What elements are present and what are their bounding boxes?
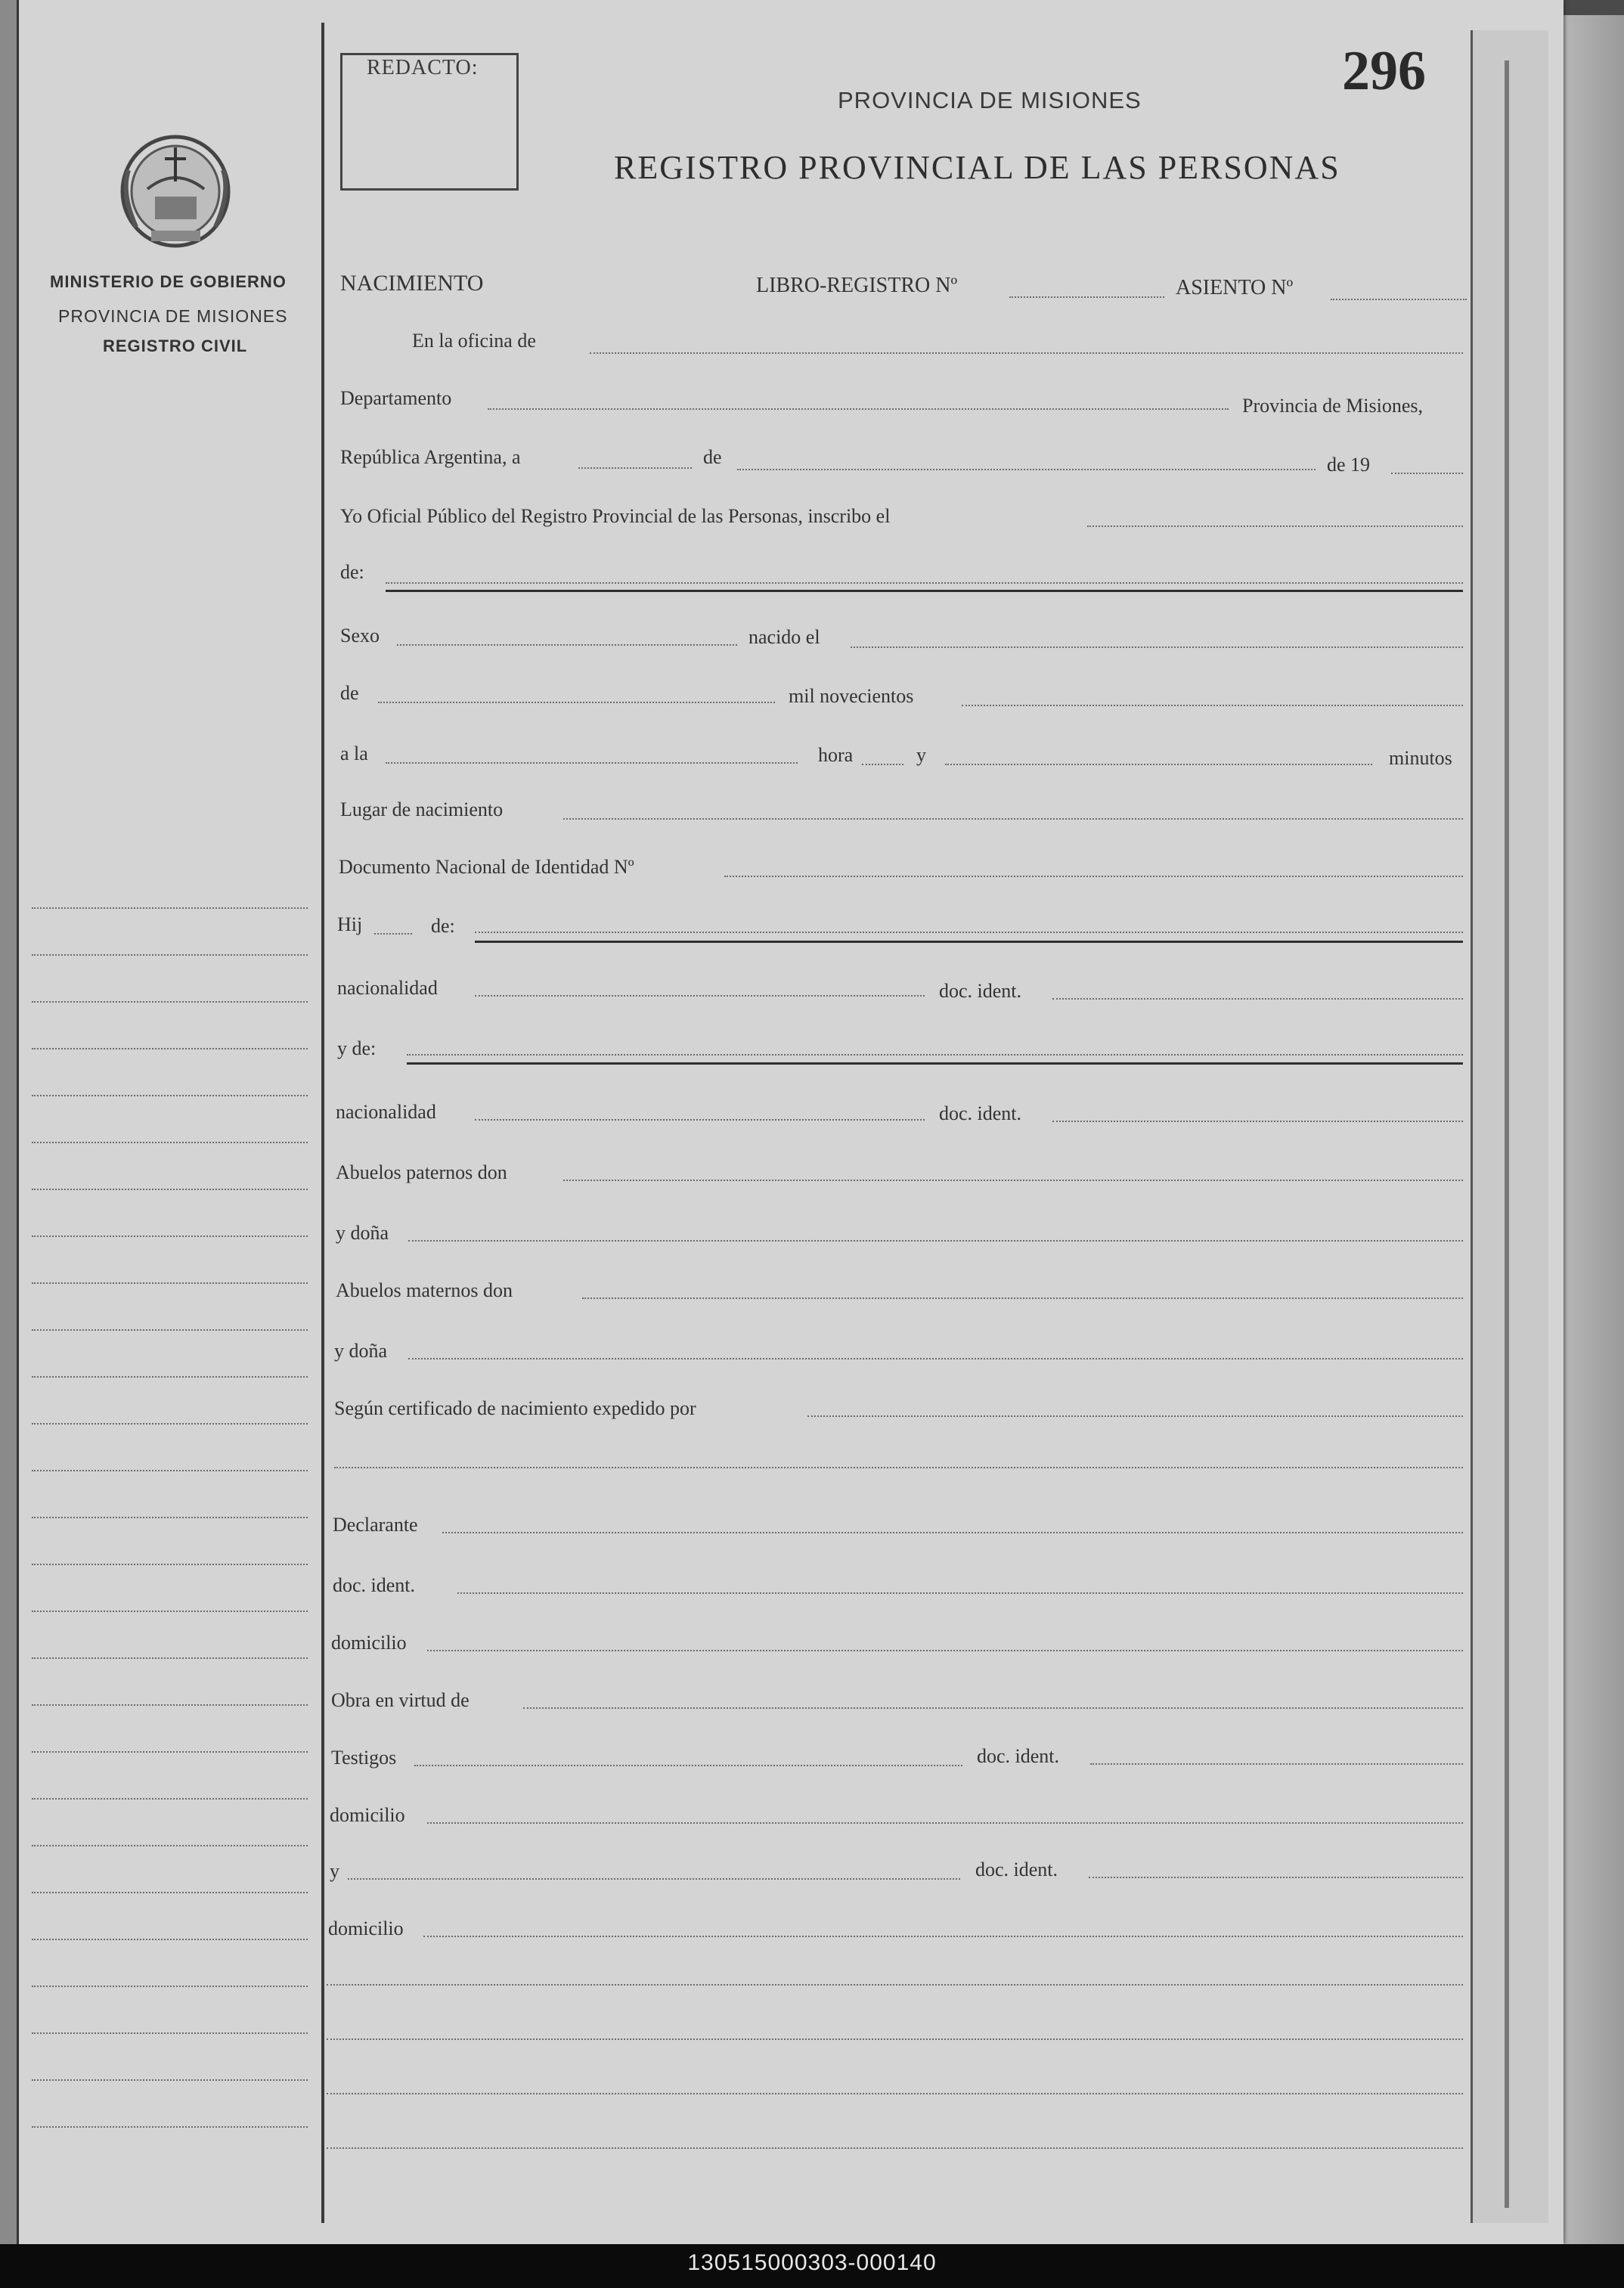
de-label: de (703, 446, 722, 468)
oficial-statement: Yo Oficial Público del Registro Provincial de las Personas, inscribo el (340, 505, 891, 527)
mother-name-field[interactable] (475, 932, 1463, 933)
provincia-label: Provincia de Misiones, (1242, 395, 1424, 417)
page-number: 296 (1342, 40, 1426, 102)
y-dona-label-2: y doña (334, 1340, 388, 1362)
y-dona-label-1: y doña (336, 1222, 389, 1244)
margin-rule (32, 1235, 308, 1237)
hora-label: hora (818, 744, 854, 766)
margin-rule (32, 1564, 308, 1565)
abuelos-maternos-label: Abuelos maternos don (336, 1279, 513, 1301)
margin-rule (32, 954, 308, 956)
certificado-field[interactable] (807, 1415, 1463, 1417)
departamento-label: Departamento (340, 387, 452, 409)
ministry-name: MINISTERIO DE GOBIERNO (50, 272, 287, 291)
birth-year-field[interactable] (962, 705, 1463, 706)
page-right-rail (1471, 30, 1548, 2223)
name-underline (386, 590, 1463, 592)
doc-ident-label-3: doc. ident. (333, 1574, 416, 1596)
de-colon-label: de: (340, 561, 364, 583)
margin-rule (32, 1376, 308, 1378)
sexo-field[interactable] (397, 644, 737, 646)
nacido-el-label: nacido el (748, 626, 820, 648)
blank-line[interactable] (327, 2147, 1463, 2149)
margin-divider (321, 23, 324, 2223)
oficina-field[interactable] (590, 352, 1463, 354)
ministry-province: PROVINCIA DE MISIONES (58, 306, 288, 326)
abuelos-maternos-field[interactable] (582, 1297, 1463, 1299)
testigo-1-field[interactable] (414, 1765, 962, 1766)
testigos-label: Testigos (331, 1747, 397, 1769)
mother-underline (475, 941, 1463, 943)
coat-of-arms-icon (113, 125, 238, 253)
name-field[interactable] (386, 582, 1463, 584)
doc-ident-field-5[interactable] (1089, 1877, 1463, 1878)
inscribo-field[interactable] (1087, 525, 1463, 527)
obra-virtud-label: Obra en virtud de (331, 1689, 470, 1711)
margin-rule (32, 1142, 308, 1143)
page-right-rail-shadow (1505, 60, 1509, 2208)
margin-rule (32, 1798, 308, 1800)
domicilio-label-3: domicilio (328, 1918, 404, 1939)
doc-ident-label-1: doc. ident. (939, 980, 1022, 1002)
margin-rule (32, 1423, 308, 1425)
margin-rule (32, 1470, 308, 1471)
doc-ident-field-2[interactable] (1052, 1121, 1463, 1122)
nacimiento-label: NACIMIENTO (340, 271, 484, 296)
de-month-label: de (340, 682, 359, 704)
certificado-label: Según certificado de nacimiento expedido por (334, 1397, 696, 1419)
asiento-field[interactable] (1331, 299, 1467, 300)
certificado-field-cont[interactable] (334, 1467, 1463, 1468)
declarante-label: Declarante (333, 1514, 418, 1536)
hij-label: Hij (337, 913, 363, 935)
margin-rule (32, 1986, 308, 1987)
minutes-field[interactable] (945, 764, 1372, 765)
hij-suffix-field[interactable] (374, 933, 412, 935)
minutos-label: minutos (1389, 747, 1452, 769)
domicilio-label-2: domicilio (330, 1804, 405, 1826)
abuelos-paternos-field[interactable] (563, 1180, 1463, 1181)
abuela-materna-field[interactable] (408, 1358, 1463, 1359)
y-de-label: y de: (337, 1037, 377, 1059)
a-la-label: a la (340, 743, 368, 764)
province-header: PROVINCIA DE MISIONES (838, 87, 1142, 113)
declarante-field[interactable] (442, 1532, 1463, 1533)
father-underline (407, 1062, 1463, 1065)
doc-ident-label-4: doc. ident. (977, 1745, 1060, 1767)
dni-label: Documento Nacional de Identidad Nº (339, 856, 634, 878)
margin-rule (32, 1189, 308, 1190)
margin-rule (32, 1657, 308, 1659)
margin-rule (32, 2079, 308, 2081)
margin-rule (32, 1751, 308, 1753)
nacionalidad-label-2: nacionalidad (336, 1101, 436, 1123)
margin-rule (32, 1048, 308, 1049)
doc-ident-field-4[interactable] (1090, 1763, 1463, 1765)
doc-ident-field-3[interactable] (457, 1592, 1463, 1594)
left-binding (0, 0, 19, 2244)
margin-rule (32, 1892, 308, 1893)
month-field[interactable] (737, 469, 1316, 470)
lugar-field[interactable] (563, 818, 1463, 820)
abuelos-paternos-label: Abuelos paternos don (336, 1161, 507, 1183)
obra-virtud-field[interactable] (523, 1707, 1463, 1709)
dni-field[interactable] (724, 876, 1463, 877)
margin-rule (32, 2126, 308, 2128)
margin-rule (32, 907, 308, 909)
mil-novecientos-label: mil novecientos (789, 685, 914, 707)
redacto-label: REDACTO: (367, 56, 479, 79)
blank-line[interactable] (327, 2093, 1463, 2094)
archive-reference: 130515000303-000140 (687, 2250, 937, 2275)
blank-line[interactable] (327, 1984, 1463, 1986)
y-testigo-label: y (330, 1860, 339, 1882)
father-name-field[interactable] (407, 1054, 1463, 1056)
domicilio-label-1: domicilio (331, 1632, 407, 1654)
nacionalidad-label-1: nacionalidad (337, 977, 438, 999)
oficina-label: En la oficina de (412, 330, 536, 352)
y-label: y (916, 744, 926, 766)
margin-rule (32, 1282, 308, 1284)
nacionalidad-field-2[interactable] (475, 1119, 925, 1121)
departamento-field[interactable] (488, 408, 1229, 410)
libro-registro-field[interactable] (1009, 296, 1164, 298)
day-field[interactable] (578, 467, 692, 469)
hora-suffix-field[interactable] (862, 764, 903, 765)
sexo-label: Sexo (340, 625, 380, 646)
ministry-registry: REGISTRO CIVIL (103, 336, 248, 355)
hour-text-field[interactable] (386, 762, 798, 764)
registry-title: REGISTRO PROVINCIAL DE LAS PERSONAS (614, 149, 1340, 186)
asiento-label: ASIENTO Nº (1176, 276, 1294, 299)
de-colon-parent-label: de: (431, 915, 455, 937)
doc-ident-field-1[interactable] (1052, 998, 1463, 1000)
domicilio-field-1[interactable] (427, 1650, 1463, 1651)
abuela-paterna-field[interactable] (408, 1240, 1463, 1242)
margin-rule (32, 1329, 308, 1331)
doc-ident-label-5: doc. ident. (975, 1859, 1058, 1880)
domicilio-field-2[interactable] (427, 1822, 1463, 1824)
margin-rule (32, 1517, 308, 1518)
margin-rule (32, 1001, 308, 1003)
margin-rule (32, 1939, 308, 1940)
republica-label: República Argentina, a (340, 446, 521, 468)
margin-rule (32, 1845, 308, 1846)
nacido-el-field[interactable] (851, 646, 1463, 648)
doc-ident-label-2: doc. ident. (939, 1102, 1022, 1124)
margin-rule (32, 1704, 308, 1706)
testigo-2-field[interactable] (348, 1878, 960, 1880)
year-field[interactable] (1391, 473, 1463, 474)
libro-registro-label: LIBRO-REGISTRO Nº (756, 274, 958, 297)
year-prefix-label: de 19 (1327, 454, 1371, 476)
blank-line[interactable] (327, 2038, 1463, 2040)
margin-rule (32, 1095, 308, 1096)
domicilio-field-3[interactable] (423, 1936, 1463, 1937)
nacionalidad-field-1[interactable] (475, 995, 925, 997)
lugar-label: Lugar de nacimiento (340, 798, 504, 820)
margin-rule (32, 1611, 308, 1612)
birth-month-field[interactable] (378, 702, 775, 703)
margin-rule (32, 2032, 308, 2034)
